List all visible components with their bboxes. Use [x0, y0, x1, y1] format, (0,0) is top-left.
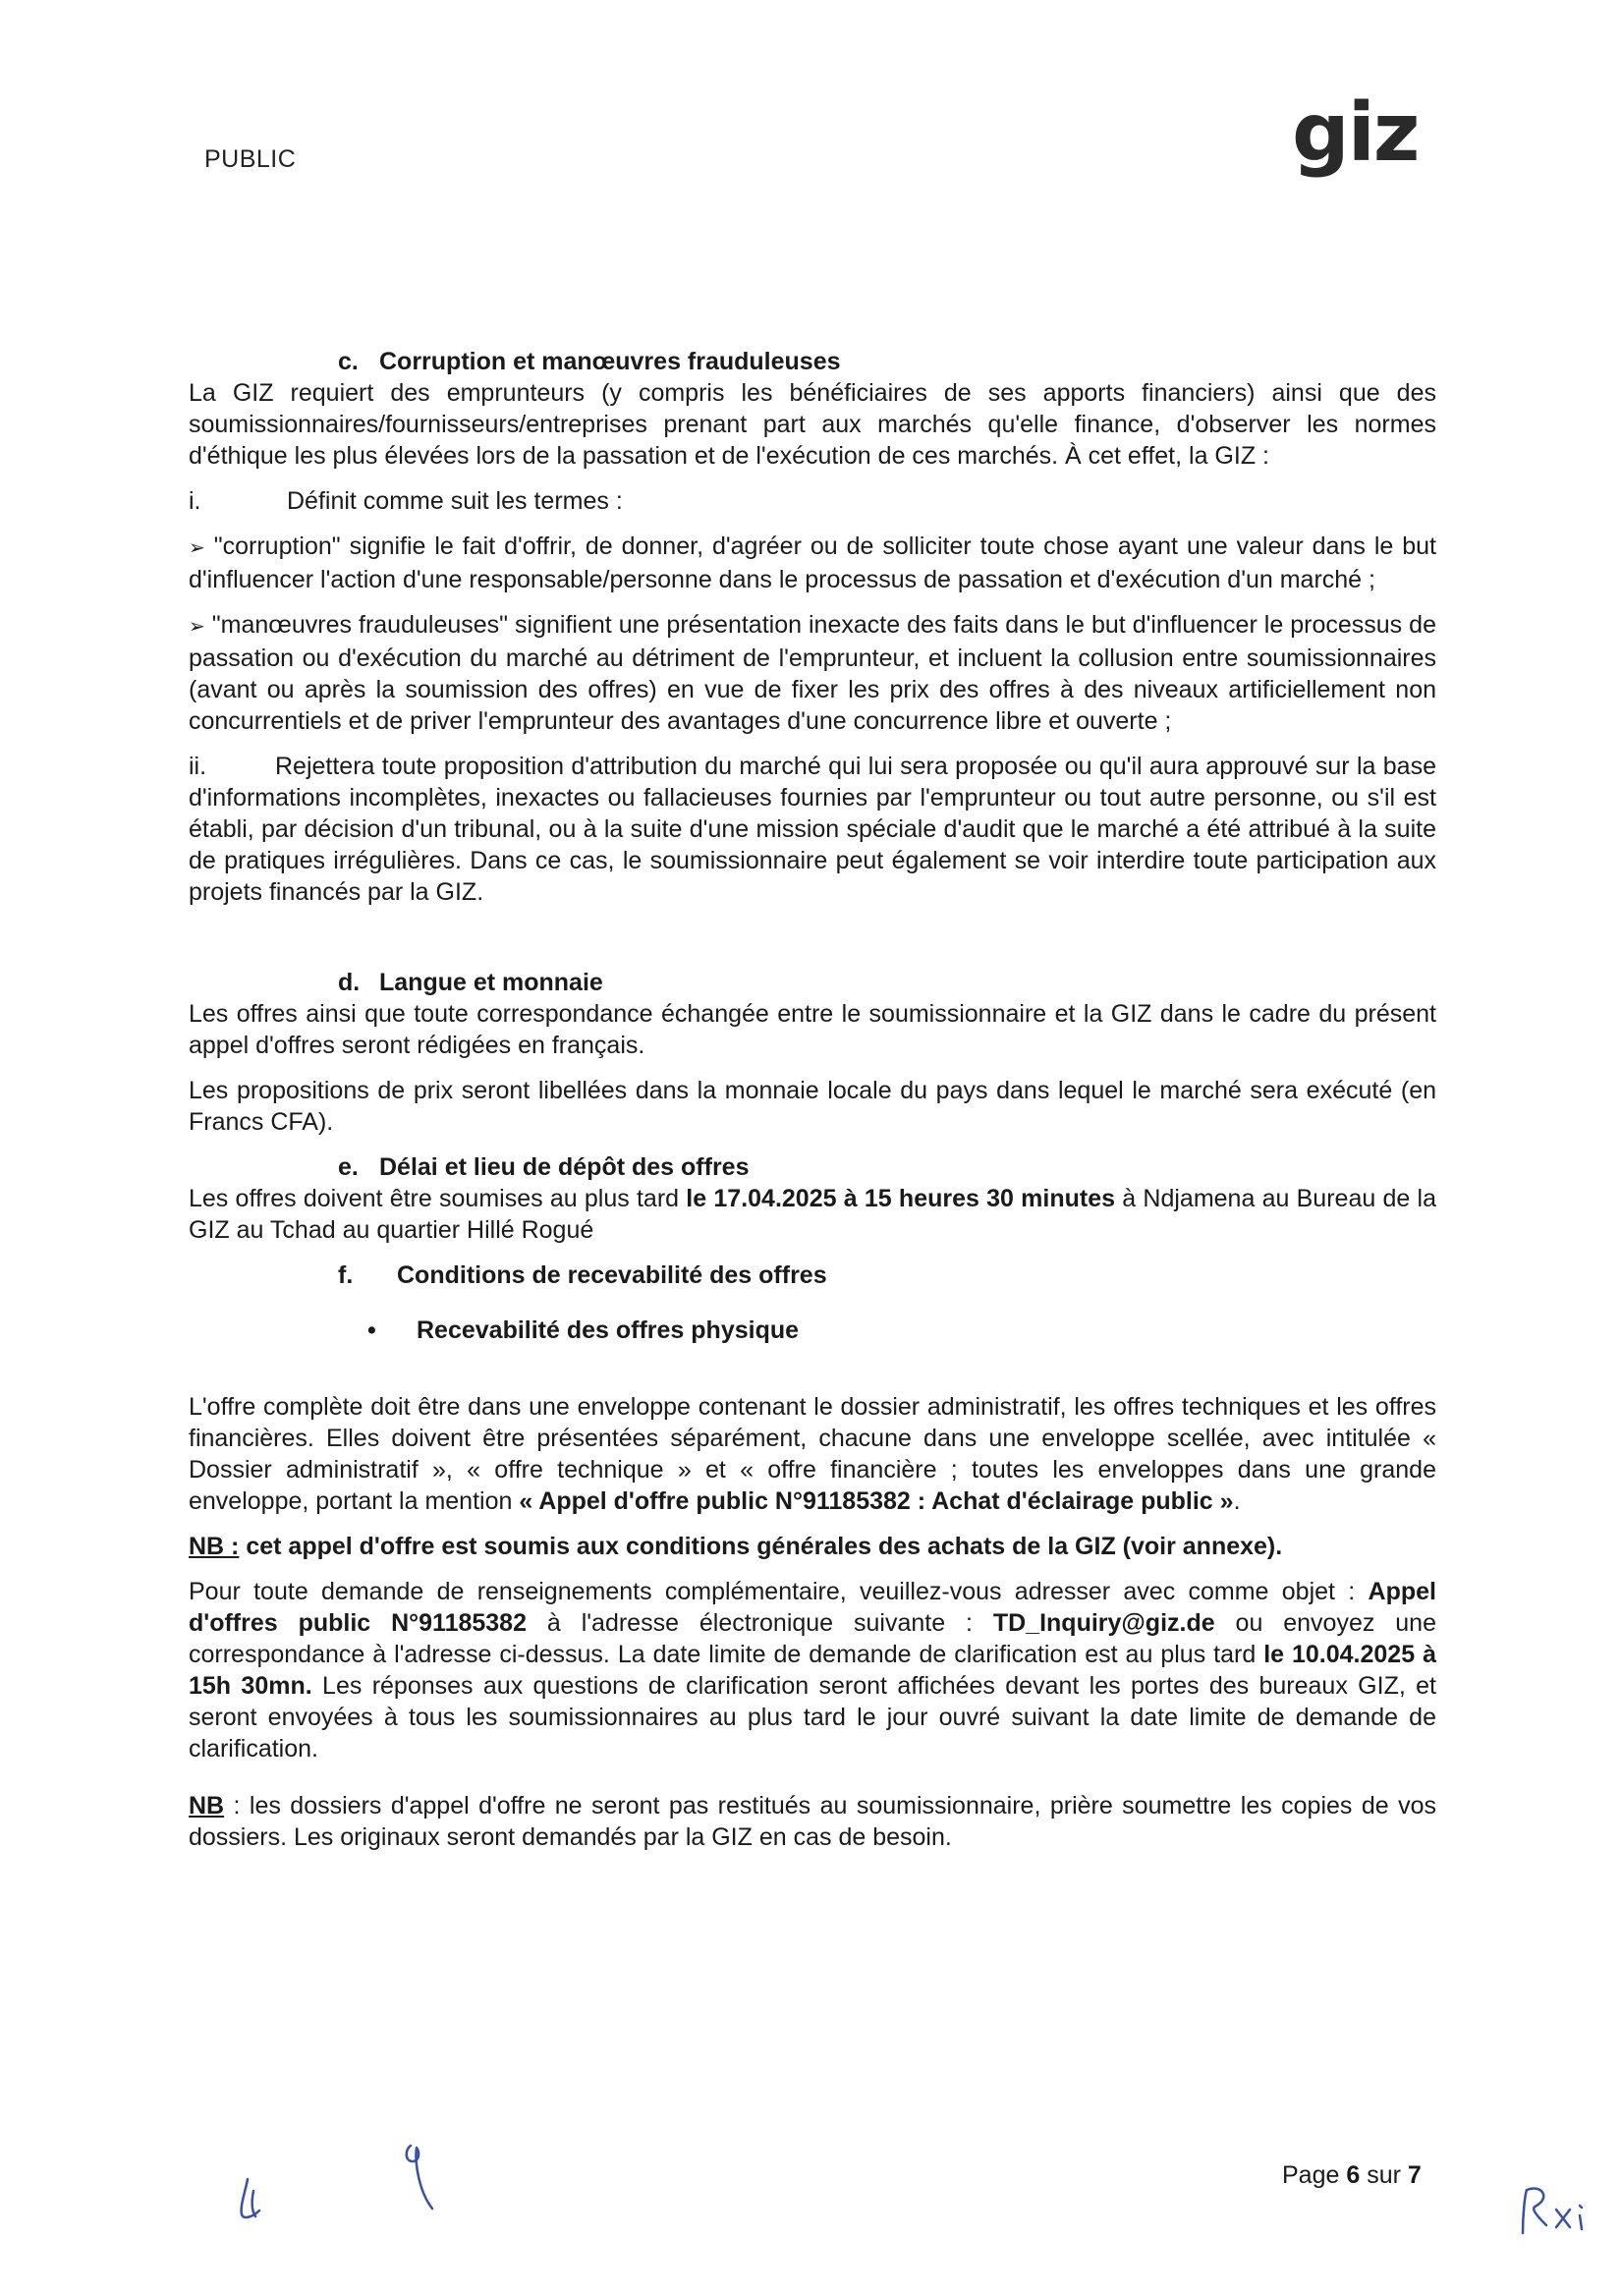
- nb-label: NB :: [189, 1533, 240, 1560]
- giz-logo: giz: [1292, 86, 1419, 180]
- item-i-number: i.: [189, 487, 201, 515]
- section-c-heading: [189, 346, 1436, 377]
- handwritten-paraph: [1513, 2176, 1601, 2245]
- definition-corruption: [189, 531, 1436, 595]
- section-d-title: Langue et monnaie: [379, 969, 603, 996]
- section-d-paragraph-2: Les propositions de prix seront libellées dans la monnaie locale du pays dans lequel le marché sera exécuté (en Francs CFA).: [189, 1077, 1436, 1136]
- item-ii-text: Rejettera toute proposition d'attribution du marché qui lui sera proposée ou qu'il aura approuvé sur la base d'informations incomplètes, inexactes ou fallacieuses fournies par l'emprunteur ou tout autre personne, ou s'il est établi, par décision d'un tribunal, ou à la suite d'une mission spéciale d'audit que le marché a été attribué à la suite de pratiques irrégulières. Dans ce cas, le soumissionnaire peut également se voir interdire toute participation aux projets financés par la GIZ.: [189, 753, 1436, 906]
- page-number: Page 6 sur 7: [1282, 2161, 1422, 2189]
- definition-fraud: [189, 609, 1436, 737]
- envelope-mention: « Appel d'offre public N°91185382 : Achat d'éclairage public »: [519, 1487, 1234, 1515]
- clarification-deadline: le 10.04.2025 à 15h 30mn.: [189, 1641, 1436, 1700]
- section-c-item-i: [189, 485, 1436, 517]
- section-e-title: Délai et lieu de dépôt des offres: [379, 1153, 750, 1181]
- section-d-heading: [189, 967, 1436, 998]
- section-e-letter: e.: [338, 1153, 359, 1181]
- inquiry-subject: Appel d'offres public N°91185382: [189, 1578, 1436, 1637]
- section-f-letter: f.: [338, 1261, 354, 1289]
- section-c-intro: La GIZ requiert des emprunteurs (y compris les bénéficiaires de ses apports financiers) ainsi que des soumissionnaires/fournisseurs/entreprises prenant part aux marchés qu'elle finance, d'observer les normes d'éthique les plus élevées lors de la passation et de l'exécution de ces marchés. À cet effet, la GIZ :: [189, 379, 1436, 470]
- document-classification: PUBLIC: [204, 145, 297, 173]
- nb-label: NB: [189, 1792, 225, 1820]
- submission-deadline: le 17.04.2025 à 15 heures 30 minutes: [686, 1185, 1116, 1212]
- definition-fraud-text: "manœuvres frauduleuses" signifient une présentation inexacte des faits dans le but d'influencer le processus de passation ou d'exécution du marché au détriment de l'emprunteur, et incluent la collusion entre soumissionnaires (avant ou après la soumission des offres) en vue de fixer les prix des offres à des niveaux artificiellement non concurrentiels et de priver l'emprunteur des avantages d'une concurrence libre et ouverte ;: [189, 611, 1436, 735]
- section-c-title: Corruption et manœuvres frauduleuses: [379, 348, 841, 375]
- section-f-paragraph-1: L'offre complète doit être dans une enveloppe contenant le dossier administratif, les offres techniques et les offres financières. Elles doivent être présentées séparément, chacune dans une enveloppe scellée, avec intitulée « Dossier administratif », « offre technique » et « offre financière ; toutes les enveloppes dans une grande enveloppe, portant la mention « Appel d'offre public N°91185382 : Achat d'éclairage public ».: [189, 1393, 1436, 1515]
- current-page: 6: [1346, 2161, 1361, 2189]
- section-e-paragraph: Les offres doivent être soumises au plus tard le 17.04.2025 à 15 heures 30 minutes à Ndjamena au Bureau de la GIZ au Tchad au quartier Hillé Rogué: [189, 1185, 1436, 1244]
- total-pages: 7: [1407, 2161, 1422, 2189]
- physical-offers-title: Recevabilité des offres physique: [417, 1316, 800, 1344]
- section-c-letter: c.: [338, 348, 359, 375]
- physical-offers-subheading: [189, 1315, 1436, 1346]
- definition-corruption-text: "corruption" signifie le fait d'offrir, de donner, d'agréer ou de solliciter toute chose ayant une valeur dans le but d'influencer l'action d'une responsable/personne dans le processus de passation et d'exécution d'un marché ;: [189, 532, 1436, 593]
- nb-general-conditions: NB : cet appel d'offre est soumis aux conditions générales des achats de la GIZ (voir annexe).: [189, 1533, 1283, 1560]
- bullet-icon: •: [367, 1316, 376, 1344]
- item-ii-number: ii.: [189, 753, 207, 780]
- nb-documents-not-returned: NB : les dossiers d'appel d'offre ne seront pas restitués au soumissionnaire, prière soumettre les copies de vos dossiers. Les originaux seront demandés par la GIZ en cas de besoin.: [189, 1792, 1436, 1851]
- section-c-item-ii: [189, 751, 1436, 908]
- arrow-bullet-icon: ➢: [189, 616, 205, 638]
- inquiry-email: TD_Inquiry@giz.de: [992, 1609, 1215, 1637]
- section-f-heading: [189, 1260, 1436, 1291]
- section-f-title: Conditions de recevabilité des offres: [397, 1261, 827, 1289]
- section-d-paragraph-1: Les offres ainsi que toute correspondance échangée entre le soumissionnaire et la GIZ dans le cadre du présent appel d'offres seront rédigées en français.: [189, 1000, 1436, 1059]
- item-i-text: Définit comme suit les termes :: [287, 487, 623, 515]
- arrow-bullet-icon: ➢: [189, 537, 205, 559]
- section-e-heading: [189, 1151, 1436, 1183]
- section-d-letter: d.: [338, 969, 361, 996]
- section-f-paragraph-2: Pour toute demande de renseignements complémentaire, veuillez-vous adresser avec comme objet : Appel d'offres public N°91185382 à l'adresse électronique suivante : TD_Inquiry@giz.de ou envoyez une correspondance à l'adresse ci-dessus. La date limite de demande de clarification est au plus tard le 10.04.2025 à 15h 30mn. Les réponses aux questions de clarification seront affichées devant les portes des bureaux GIZ, et seront envoyées à tous les soumissionnaires au plus tard le jour ouvré suivant la date limite de demande de clarification.: [189, 1578, 1436, 1763]
- document-body: [189, 346, 1436, 1867]
- handwritten-initials: [226, 2132, 540, 2240]
